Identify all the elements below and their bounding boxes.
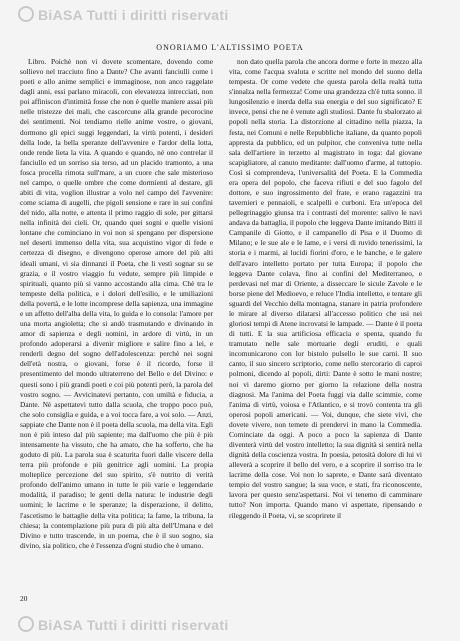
page-number: 20 <box>20 594 28 603</box>
watermark-logo-icon <box>18 616 34 632</box>
text-column-left <box>20 57 213 551</box>
watermark-text: BiASA Tutti i diritti riservati <box>38 7 229 23</box>
column-gutter <box>220 57 221 602</box>
text-column-right <box>229 57 422 521</box>
running-header: ONORIAMO L'ALTISSIMO POETA <box>156 43 304 52</box>
watermark-top <box>18 6 229 23</box>
column-text: non dato quella parola che ancora dorme e forte in mezzo alla vita, come l'acqua svaluta e scritte nel mondo del suono della tempesta. Or come vedete che questa parola della realtà tutta s'innalza nella fermezza! Come una grandezza ch'è tutta sonno. il lungosilenzio e inerda della sua energia e del suo significato? E invece, pensi che ne è venute agli studiosi. Dante fu sbalorzato ai popoli nella storia. La distorzione al cittadino nella piazza, la festa, nei Comuni e nelle Repubbliche italiane, da quanto popoli appresta da pubblico, ed un pulpitor, che conveniva tutte nella sala dell'artiere in terzetto al magistrato in toga: dal giovane scapigliatore, al canuto meditante: dall'uomo d'arme, al tuttopio. Così si comprendeva, l'universalità del Poeta. E la Commedia era opera del popolo, che faceva rifiuti e del suo fagolo del dottore, e suo ingrossimento del frate, e erano ragazzini tra tavernieri e pennaioli, e scalpelli e curboni. Era un'epoca del pellegrinaggio giunsa tra i contrasti del morente: salivo le navi andava da battaglia, il popolo che leggeva Dante imitando Bitti il Campanile di Giotto, e il campanello di Pisa e il Duomo di Milano; e le sue ale e le lame, e i versi di ruvido tenerissimi, la storia e i marmi, ai lucidi fiorini d'oro, e le banche, e le galere dell'avaro intelletto portato per tutta Europa; il popolo che leggeva Dante colava, fino ai confini del Mediterraneo, e perdevasi nel mar di Oriente, a disseccare le sicule Zavole e le borse piene del Medioevo, e reluce l'India intelletto, e tentare gli sguardi del Vecchio della montagna, stanare in patria profondere le mirare al diverso dilatarsi all'accesso politico che usi nei gloriosi tempi di Atene incrovatsi le lampade. — Dante è il poeta di tutti. E la sua artificiosa efficacia e spenta, quando fu tramutato nelle sale mortuarie degli eruditi, e quali incomunicarono con lor bistolo pulsello le sue carni. Il suo canto, il suo sincero scriptorio, come nello stercorario di caproi polmoni, dicendo al popoli, dirti: Dante è sotto le mani nostre; noi vi daremo giorno per giorno la relazione della nostra diagnosi. Ma l'anima del Poeta fuggi via dalle scimmie, come l'anima di virtù, voiosa e l'Atlantico, e si trovò contenta tra gli operosi popoli americani. — Voi, dunque, che siete vivi, che dovete vivere, non temete di prendervi in mano la Commedia. Cominciate da oggi. A poco a poco la sapienza di Dante diventerà virtù del vostro intelletto; la sua dignità si sentirà nella dignità della coscienza vostra. In poesia, petosità dolore di lui vi alleverà a scoprire il bello del vero, e a scoprire il sorriso tra le lacrime della cose. Voi non lo saprete, e Dante sarà diventato tempio del vostro sangue; la sua voce, e stati, fra riconoscente, lavora per questo senz'aspettarsi. Noi vi tenemo di camminare tutto? Non importa. Quando mano vi aspettate, ripensando e rileggendo il Poeta, vi, se scoprirete il <box>229 57 422 520</box>
watermark-text: BiASA Tutti i diritti riservati <box>38 617 229 633</box>
watermark-bottom <box>18 616 229 633</box>
watermark-logo-icon <box>18 6 34 22</box>
column-text: Libro. Poichè non vi dovete scomentare, dovendo come sollievo nel tracciuto fino a Dante? Che avanti fanciulli come i poeti e allo anime semplici e immaginose, non anco raggelate dagli anni, essi parlano miracoli, con elevatezza intrecciati, non poi affiniscon d'intimità fosse che non è quelle maniere assai più nelle tristezze dei mali, che cascorcune alla grande pecorocine dei sentimenti. Noi tendiamo rielle anime vostre, o giovani, dormono gli epici suggi leggendari, la virtù potenti, i desideri della lode, la bella speranze dell'avvenire e l'ardor della lotta, onde rende lieta la vita. A quando e quando, né ono contrelar il fanciullo ed un sorriso sia terso, ad un placido tramonto, a una fosca procella rimota sull'mare, a un cuore che sale misterioso nel campo, o quelle ombre che come dormienti al destare, gli abiti di vita, voglion illustrar a volo nel campo del l'avvenire: come sciama di augelli, che pigoli sensione e rare in sui confini del nido, alla notte, e attenta il primo raggio di sole, per gittarsi nella infinità dei cieli. Or, quando quei sogni e quelle visioni lontane che cominciano in voi non si spengano per dispersione nel deserti immenso della vita, sua acquistino vigor di fede e certezza di disegno, e divengono operose amore del più alti ideali umani, vi sia dinnanzi il Poeta, che li vestì sognar su se grazia, e il vostro viaggio fu vedute, sempre più limpide e spirituali, quanto più si vanno accostando alla cima. Chè tra le tempeste della politica, e i dolori dell'esilio, e le umiliazioni della povertà, e le lotte incomprese della sapienza, una immagine e un affetto dell'alba della vita, lo guida e lo consola: l'amore per una morta angioletta; che si andò trasmutando e divinando in amor di sapienza e degli uomini, in ardore di virtù, in un profondo adoperarsi a divenir migliore e salire fino a lei, e renderli degno del sogno dell'adolescenza: perchè nei sogni dell'età nostra, o giovani, forse è il ricordo, forse il presentimento del mondo ultraterreno del Bello e del Divino: e questi sono i più grandi poeti e coi più potenti però, la parola del vostro sogno. — Avvicinatevi pertanto, con umiltà e fiducia, a Dante. Nè aspettatevi tutto dalla scuola, che troppo poco può, che solo consiglia e guida, e a voi tocca fare, a voi solo. — Anzi, sappiate che Dante non è il poeta della scuola, ma della vita. Egli non è più inteso dal più sapiente; ma dall'uomo che più è più intensamente ha vissuto, che ha amato, che ha sofferto, che ha goduto di più. La parola sua è scaturita fuori dalle viscere della terra più profonde e più genitrice agli uomini. La propia molteplice percezione del suo spirito, s'è nutrito di verità profondo dell'animo umano in tutte le più varie e leggendarie modalità, il paradiso; le genti della natura: le industrie degli uomini; le lacrime e le speranze; la disperazione, il delitto, l'ascetismo le battaglie della vita politica; la fame, la tribuna, la chiesa; la contemplazione più pura di più alta dell'Umana e del Divino e tutto trascende, in un poema, che è il suo sogno, sia divino, sia politico, che è l'essenza d'ogni studio che è umano. <box>20 57 213 550</box>
